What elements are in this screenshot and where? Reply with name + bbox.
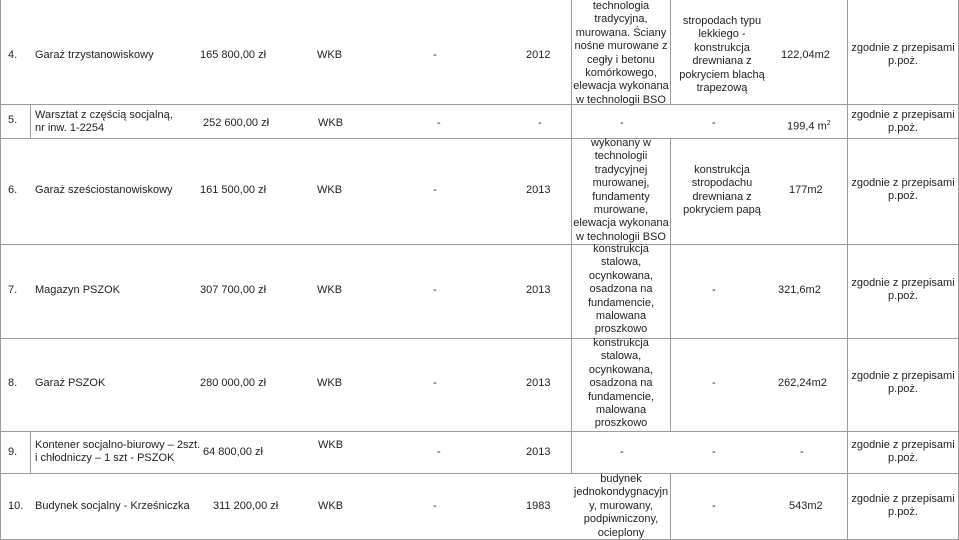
dash-cell: - (538, 117, 542, 129)
row-divider (0, 338, 959, 339)
asset-value: 165 800,00 zł (200, 49, 267, 61)
dash-cell: - (620, 117, 624, 129)
dash-cell: - (437, 117, 441, 129)
roof-construction: konstrukcja stropodachu drewniana z pokryciem papą (683, 164, 761, 217)
valuation-basis: WKB (318, 117, 344, 129)
floor-area: 199,4 $m^2$ (787, 120, 831, 133)
dash-cell: - (433, 377, 437, 389)
col-divider (30, 104, 31, 138)
fire-compliance: zgodnie z przepisami p.poż. (851, 370, 955, 396)
asset-name: Warsztat z częścią socjalną, nr inw. 1-2254 (35, 109, 173, 134)
construction-tech: konstrukcja stalowa, ocynkowana, osadzona na fundamencie, malowana proszkowo (587, 243, 655, 336)
fire-compliance: zgodnie z przepisami p.poż. (851, 277, 955, 303)
dash-cell: - (800, 446, 804, 458)
dash-cell: - (433, 500, 437, 512)
row-number: 8. (8, 377, 18, 389)
year-built: 2013 (526, 284, 551, 296)
roof-construction: - (712, 377, 716, 389)
year-built: 2013 (526, 184, 551, 196)
valuation-basis: WKB (317, 284, 343, 296)
col-divider (0, 0, 1, 540)
dash-cell: - (433, 184, 437, 196)
dash-cell: - (433, 49, 437, 61)
col-divider (30, 431, 31, 473)
dash-cell: - (712, 446, 716, 458)
asset-value: 161 500,00 zł (200, 184, 267, 196)
asset-name: Kontener socjalno-biurowy – 2szt. i chłodniczy – 1 szt - PSZOK (35, 439, 201, 464)
row-divider (0, 104, 959, 105)
dash-cell: - (437, 446, 441, 458)
fire-compliance: zgodnie z przepisami p.poż. (851, 493, 955, 519)
fire-compliance: zgodnie z przepisami p.poż. (851, 42, 955, 68)
row-divider (0, 431, 959, 432)
row-number: 9. (8, 446, 18, 458)
floor-area: 262,24m2 (778, 377, 827, 389)
roof-construction: stropodach typu lekkiego - konstrukcja drewniana z pokryciem blachą trapezową (679, 15, 765, 95)
year-built: 2013 (526, 446, 551, 458)
col-divider (571, 0, 572, 473)
roof-construction: - (712, 500, 716, 512)
valuation-basis: WKB (317, 377, 343, 389)
floor-area: 177m2 (789, 184, 823, 196)
construction-tech: technologia tradycyjna, murowana. Ściany nośne murowane z cegły i betonu komórkowego, elewacja wykonana w technologii BSO (573, 0, 669, 106)
dash-cell: - (620, 446, 624, 458)
valuation-basis: WKB (318, 500, 344, 512)
fire-compliance: zgodnie z przepisami p.poż. (851, 177, 955, 203)
construction-tech: wykonany w technologii tradycyjnej murowanej, fundamenty murowane, elewacja wykonana w technologii BSO (573, 137, 669, 243)
valuation-basis: WKB (317, 184, 343, 196)
dash-cell: - (433, 284, 437, 296)
asset-name: Garaż trzystanowiskowy (35, 49, 154, 61)
row-number: 5. (8, 114, 18, 126)
year-built: 2013 (526, 377, 551, 389)
row-divider (0, 138, 959, 139)
valuation-basis: WKB (317, 49, 343, 61)
row-number: 10. (8, 500, 24, 512)
fire-compliance: zgodnie z przepisami p.poż. (851, 439, 955, 465)
row-number: 4. (8, 49, 18, 61)
asset-value: 252 600,00 zł (203, 117, 270, 129)
floor-area: 543m2 (789, 500, 823, 512)
dash-cell: - (712, 117, 716, 129)
row-divider (0, 244, 959, 245)
col-divider (670, 473, 671, 540)
roof-construction: - (712, 284, 716, 296)
asset-name: Garaż PSZOK (35, 377, 106, 389)
row-number: 6. (8, 184, 18, 196)
row-divider (0, 473, 959, 474)
year-built: 2012 (526, 49, 551, 61)
valuation-basis: WKB (318, 439, 344, 451)
asset-value: 64 800,00 zł (203, 446, 263, 458)
asset-value: 311 200,00 zł (213, 500, 279, 512)
construction-tech: budynek jednokondygnacyjn y, murowany, podpiwniczony, ocieplony (573, 473, 669, 539)
fire-compliance: zgodnie z przepisami p.poż. (851, 109, 955, 135)
asset-value: 280 000,00 zł (200, 377, 267, 389)
floor-area: 321,6m2 (778, 284, 821, 296)
asset-value: 307 700,00 zł (200, 284, 267, 296)
construction-tech: konstrukcja stalowa, ocynkowana, osadzona na fundamencie, malowana proszkowo (587, 337, 655, 430)
asset-name: Budynek socjalny - Krześniczka (35, 500, 190, 512)
asset-name: Magazyn PSZOK (35, 284, 120, 296)
row-number: 7. (8, 284, 18, 296)
asset-name: Garaż sześciostanowiskowy (35, 184, 173, 196)
floor-area: 122,04m2 (781, 49, 830, 61)
year-built: 1983 (526, 500, 551, 512)
